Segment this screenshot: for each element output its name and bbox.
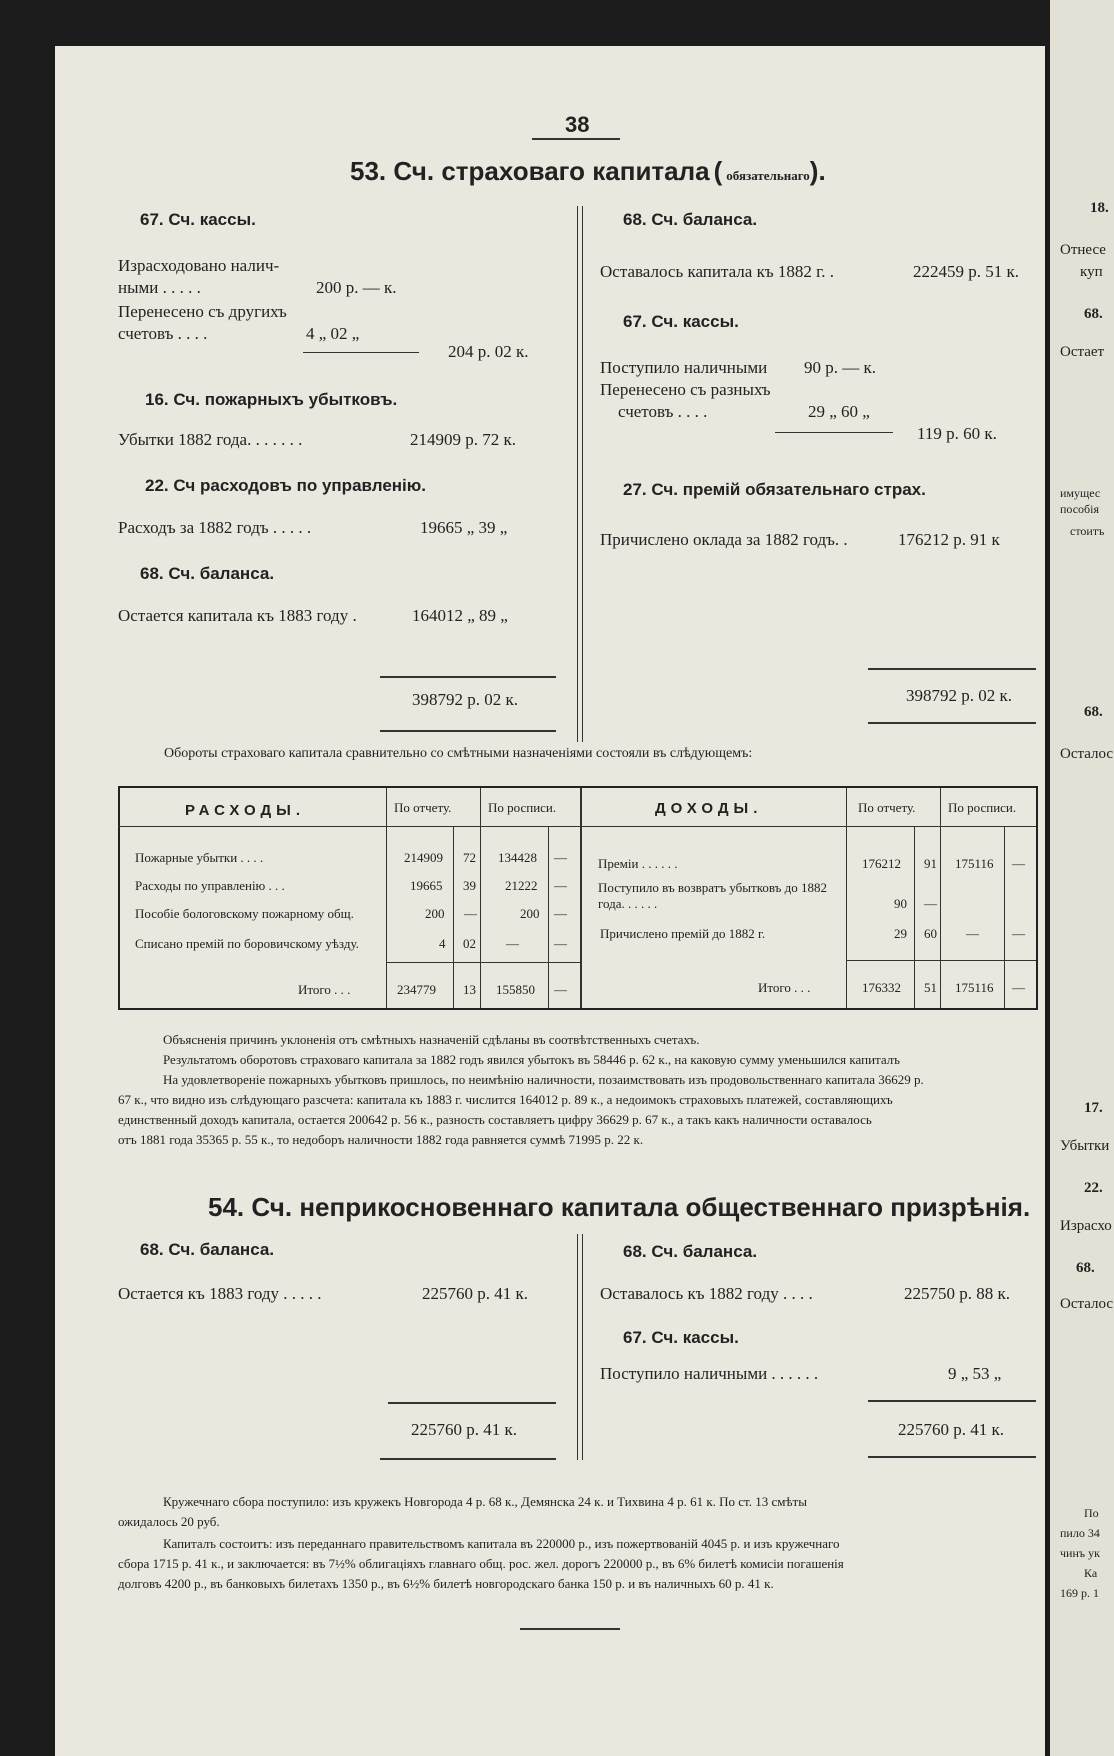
expenses-header: РАСХОДЫ. xyxy=(185,802,306,819)
column-divider-54 xyxy=(577,1234,578,1460)
adjacent-page-edge xyxy=(1050,0,1114,1756)
exp-col-budget: По росписи. xyxy=(488,800,557,815)
expense-budget-kop: — xyxy=(554,878,567,893)
adjacent-text: пило 34 xyxy=(1060,1526,1100,1540)
expense-total-budget-kop: — xyxy=(554,982,567,997)
left-line-5: Остается капитала къ 1883 году . xyxy=(118,606,357,625)
expense-budget-kop: — xyxy=(554,906,567,921)
left-heading-kassa: 67. Сч. кассы. xyxy=(140,210,256,229)
adjacent-text: имущес xyxy=(1060,486,1101,500)
income-kop: 60 xyxy=(924,926,937,941)
right-line-4: Причислено оклада за 1882 годъ. . xyxy=(600,530,848,549)
income-rub: 29 xyxy=(894,926,907,941)
expense-total-budget: 155850 xyxy=(496,982,535,997)
note53-line: Объясненія причинъ уклоненія отъ смѣтныхъ назначеній сдѣланы въ соотвѣтственныхъ счетахъ. xyxy=(163,1032,700,1047)
expense-kop: 02 xyxy=(463,936,476,951)
note53-line: Результатомъ оборотовъ страховаго капитала за 1882 годъ явился убытокъ въ 58446 р. 62 к., на каковую сумму уменьшился капиталъ xyxy=(163,1052,900,1067)
right-heading-kassa: 67. Сч. кассы. xyxy=(623,312,739,331)
left-total: 398792 р. 02 к. xyxy=(412,690,519,709)
right-value-2: 90 р. — к. xyxy=(804,358,877,377)
right-heading-prem: 27. Сч. премій обязательнаго страх. xyxy=(623,480,926,499)
adjacent-text: Убытки xyxy=(1060,1138,1110,1154)
right-line-3a: Перенесено съ разныхъ xyxy=(600,380,771,399)
adjacent-text: 22. xyxy=(1084,1180,1103,1196)
note54-line: долговъ 4200 р., въ банковыхъ билетахъ 1350 р., въ 6½% билетѣ новгородскаго банка 150 р. и въ наличныхъ 60 р. 41 к. xyxy=(118,1576,774,1591)
left-line-1a: Израсходовано налич- xyxy=(118,256,280,275)
expense-kop: 72 xyxy=(463,850,476,865)
expense-total-name: Итого . . . xyxy=(298,982,351,997)
adjacent-text: 169 р. 1 xyxy=(1060,1586,1099,1600)
expense-total-rub: 234779 xyxy=(397,982,436,997)
left-line-3: Убытки 1882 года. . . . . . . xyxy=(118,430,303,449)
left-value-1: 200 р. — к. xyxy=(316,278,397,297)
income-total-rule xyxy=(846,960,1036,961)
income-kop: — xyxy=(924,896,937,911)
expense-kop: 39 xyxy=(463,878,476,893)
adjacent-text: Ка xyxy=(1084,1566,1098,1580)
s54-right-line-2: Поступило наличными . . . . . . xyxy=(600,1364,819,1383)
left-line-2b: счетовъ . . . . xyxy=(118,324,208,343)
left-line-1b: ными . . . . . xyxy=(118,278,201,297)
right-value-1: 222459 р. 51 к. xyxy=(913,262,1020,281)
s54-left-total-rule-top xyxy=(388,1402,556,1404)
adjacent-text: 68. xyxy=(1084,306,1103,322)
expense-rub: 200 xyxy=(425,906,445,921)
note54-line: сбора 1715 р. 41 к., и заключается: въ 7½% облигаціяхъ главнаго общ. рос. жел. дорогъ 220000 р., въ 6% билетѣ комисіи погашенія xyxy=(118,1556,844,1571)
income-total-name: Итого . . . xyxy=(758,980,811,995)
s54-left-value-1: 225760 р. 41 к. xyxy=(422,1284,529,1303)
note54-line: Кружечнаго сбора поступило: изъ кружекъ Новгорода 4 р. 68 к., Демянска 24 к. и Тихвина 4 р. 61 к. По ст. 13 смѣты xyxy=(163,1494,807,1509)
income-budget-kop: — xyxy=(1012,856,1025,871)
left-subtotal-rule xyxy=(303,352,419,353)
right-subtotal: 119 р. 60 к. xyxy=(917,424,997,443)
right-subtotal-rule xyxy=(775,432,893,433)
section53-title-sub: обязательнаго xyxy=(726,168,810,183)
expense-name: Пособіе бологовскому пожарному общ. xyxy=(135,906,354,921)
expense-rub: 19665 xyxy=(410,878,443,893)
income-total-rub: 176332 xyxy=(862,980,901,995)
right-total-rule-bottom xyxy=(868,722,1036,724)
expense-rub: 214909 xyxy=(404,850,443,865)
right-total: 398792 р. 02 к. xyxy=(906,686,1013,705)
income-budget: — xyxy=(966,926,979,941)
section53-title xyxy=(350,156,826,187)
adjacent-text: Израсхо xyxy=(1060,1218,1112,1234)
table-col-line xyxy=(386,788,387,1008)
left-heading-pozhar: 16. Сч. пожарныхъ убытковъ. xyxy=(145,390,398,409)
adjacent-text: чинъ ук xyxy=(1060,1546,1100,1560)
expense-budget: — xyxy=(506,936,519,951)
inc-col-report: По отчету. xyxy=(858,800,916,815)
s54-right-line-1: Оставалось къ 1882 году . . . . xyxy=(600,1284,813,1303)
table-col-line xyxy=(480,788,481,1008)
income-total-kop: 51 xyxy=(924,980,937,995)
column-divider-54b xyxy=(582,1234,583,1460)
adjacent-text: По xyxy=(1084,1506,1099,1520)
income-total-budget: 175116 xyxy=(955,980,994,995)
left-value-4: 19665 „ 39 „ xyxy=(420,518,508,537)
left-heading-rashod: 22. Сч расходовъ по управленію. xyxy=(145,476,427,495)
right-value-3: 29 „ 60 „ xyxy=(808,402,870,421)
adjacent-text: Осталос xyxy=(1060,1296,1114,1312)
adjacent-text: Осталос xyxy=(1060,746,1114,762)
expense-name: Списано премій по боровичскому уѣзду. xyxy=(135,936,359,951)
income-rub: 90 xyxy=(894,896,907,911)
table-col-line xyxy=(846,788,847,1008)
closing-rule xyxy=(520,1628,620,1630)
comparison-caption: Обороты страховаго капитала сравнительно со смѣтными назначеніями состояли въ слѣдующемъ: xyxy=(164,746,753,761)
income-budget: 175116 xyxy=(955,856,994,871)
s54-right-total: 225760 р. 41 к. xyxy=(898,1420,1005,1439)
section53-title-main: 53. Сч. страховаго капитала xyxy=(350,156,710,186)
expense-budget-kop: — xyxy=(554,936,567,951)
expense-budget: 21222 xyxy=(505,878,538,893)
s54-right-total-rule-bottom xyxy=(868,1456,1036,1458)
incomes-header: ДОХОДЫ. xyxy=(655,800,763,817)
expense-budget: 134428 xyxy=(498,850,537,865)
income-name: Поступило въ возвратъ убытковъ до 1882 года. . . . . . xyxy=(598,880,828,911)
left-value-2: 4 „ 02 „ xyxy=(306,324,360,343)
left-heading-balans: 68. Сч. баланса. xyxy=(140,564,275,583)
adjacent-text: 18. xyxy=(1090,200,1109,216)
adjacent-text: 68. xyxy=(1076,1260,1095,1276)
inc-col-budget: По росписи. xyxy=(948,800,1017,815)
left-value-5: 164012 „ 89 „ xyxy=(412,606,508,625)
right-line-1: Оставалось капитала къ 1882 г. . xyxy=(600,262,834,281)
note53-line: 67 к., что видно изъ слѣдующаго разсчета: капитала къ 1883 г. числится 164012 р. 89 к., а недоимокъ страховыхъ платежей, составляющихъ xyxy=(118,1092,893,1107)
expense-total-rule xyxy=(386,962,580,963)
income-total-budget-kop: — xyxy=(1012,980,1025,995)
s54-right-heading-kassa: 67. Сч. кассы. xyxy=(623,1328,739,1347)
paren-open: ( xyxy=(713,156,723,186)
right-total-rule-top xyxy=(868,668,1036,670)
left-total-rule-bottom xyxy=(380,730,556,732)
table-col-line xyxy=(1004,826,1005,1008)
section54-title: 54. Сч. неприкосновеннаго капитала общественнаго призрѣнія. xyxy=(208,1192,1031,1222)
adjacent-text: куп xyxy=(1080,264,1103,280)
table-col-line xyxy=(453,826,454,1008)
adjacent-text: пособія xyxy=(1060,502,1100,516)
expense-total-kop: 13 xyxy=(463,982,476,997)
s54-right-value-1: 225750 р. 88 к. xyxy=(904,1284,1011,1303)
note53-line: единственный доходъ капитала, остается 200642 р. 56 к., разность составляетъ цифру 36629 р. 67 к., а такъ какъ наличности оставалось xyxy=(118,1112,872,1127)
adjacent-text: 17. xyxy=(1084,1100,1103,1116)
s54-left-total-rule-bottom xyxy=(380,1458,556,1460)
right-value-4: 176212 р. 91 к xyxy=(898,530,1000,549)
adjacent-text: Отнесе xyxy=(1060,242,1106,258)
expense-budget-kop: — xyxy=(554,850,567,865)
note53-line: На удовлетвореніе пожарныхъ убытковъ пришлось, по неимѣнію наличности, позаимствовать изъ продовольственнаго капитала 36629 р. xyxy=(163,1072,924,1087)
s54-right-value-2: 9 „ 53 „ xyxy=(948,1364,1002,1383)
s54-right-total-rule-top xyxy=(868,1400,1036,1402)
expense-budget: 200 xyxy=(520,906,540,921)
s54-left-line-1: Остается къ 1883 году . . . . . xyxy=(118,1284,322,1303)
income-name: Причислено премій до 1882 г. xyxy=(600,926,766,941)
paren-close: ). xyxy=(809,156,826,186)
left-line-2a: Перенесено съ другихъ xyxy=(118,302,287,321)
table-col-line xyxy=(548,826,549,1008)
table-col-line xyxy=(914,826,915,1008)
exp-col-report: По отчету. xyxy=(394,800,452,815)
right-line-3b: счетовъ . . . . xyxy=(618,402,708,421)
income-name: Преміи . . . . . . xyxy=(598,856,678,871)
s54-left-total: 225760 р. 41 к. xyxy=(411,1420,518,1439)
expense-kop: — xyxy=(464,906,477,921)
s54-right-heading-balans: 68. Сч. баланса. xyxy=(623,1242,758,1261)
table-header-rule xyxy=(118,826,1036,827)
left-line-4: Расходъ за 1882 годъ . . . . . xyxy=(118,518,312,537)
income-budget-kop: — xyxy=(1012,926,1025,941)
left-value-3: 214909 р. 72 к. xyxy=(410,430,517,449)
column-divider-53b xyxy=(582,206,583,742)
expense-name: Расходы по управленію . . . xyxy=(135,878,285,893)
right-heading-balans: 68. Сч. баланса. xyxy=(623,210,758,229)
adjacent-text: 68. xyxy=(1084,704,1103,720)
page-number: 38 xyxy=(565,112,590,137)
table-col-line xyxy=(940,788,941,1008)
note54-line: ожидалось 20 руб. xyxy=(118,1514,220,1529)
right-line-2: Поступило наличными xyxy=(600,358,768,377)
expense-name: Пожарные убытки . . . . xyxy=(135,850,264,865)
note54-line: Капиталъ состоитъ: изъ переданнаго правительствомъ капитала въ 220000 р., изъ пожертвованій 4045 р. и изъ кружечнаго xyxy=(163,1536,840,1551)
adjacent-text: стоитъ xyxy=(1070,524,1105,538)
column-divider-53 xyxy=(577,206,578,742)
left-total-rule-top xyxy=(380,676,556,678)
s54-left-heading-balans: 68. Сч. баланса. xyxy=(140,1240,275,1259)
note53-line: отъ 1881 года 35365 р. 55 к., то недоборъ наличности 1882 года равняется суммѣ 71995 р. 22 к. xyxy=(118,1132,644,1147)
page-number-underline xyxy=(532,138,620,140)
income-rub: 176212 xyxy=(862,856,901,871)
income-kop: 91 xyxy=(924,856,937,871)
adjacent-text: Остает xyxy=(1060,344,1105,360)
expense-rub: 4 xyxy=(439,936,446,951)
left-subtotal: 204 р. 02 к. xyxy=(448,342,529,361)
table-mid-divider xyxy=(580,788,582,1008)
